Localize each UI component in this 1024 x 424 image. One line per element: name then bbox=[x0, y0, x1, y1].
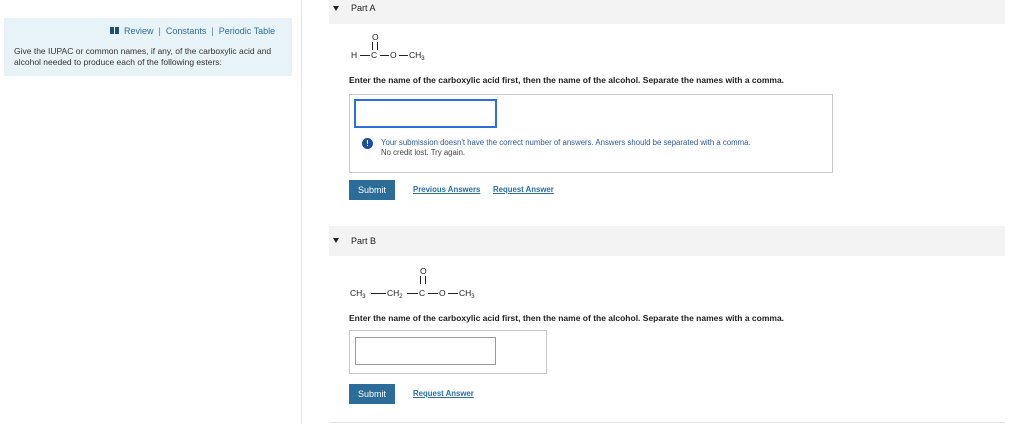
error-icon: ! bbox=[362, 138, 373, 149]
formula-bond bbox=[360, 55, 370, 56]
part-b-header[interactable] bbox=[329, 226, 1005, 256]
submission-feedback bbox=[381, 138, 826, 158]
part-b-answer-area bbox=[349, 330, 547, 374]
part-a-request-answer-link[interactable]: Request Answer bbox=[493, 185, 554, 194]
link-separator: | bbox=[158, 26, 161, 36]
formula-ester-oxygen: O bbox=[390, 50, 397, 60]
formula-methyl: $CH_3$ bbox=[459, 288, 475, 300]
formula-methylene: $CH_2$ bbox=[387, 288, 403, 300]
part-a-header[interactable] bbox=[329, 0, 1005, 24]
formula-methyl: $CH_3$ bbox=[409, 50, 425, 62]
constants-link[interactable]: Constants bbox=[165, 26, 207, 36]
part-b-submit-button[interactable]: Submit bbox=[349, 384, 395, 404]
formula-bond bbox=[371, 293, 386, 294]
double-bond bbox=[372, 42, 378, 50]
formula-hydrogen: H bbox=[351, 50, 358, 60]
part-a-answer-input[interactable] bbox=[354, 99, 497, 128]
part-b-answer-input[interactable] bbox=[355, 337, 496, 365]
link-separator: | bbox=[211, 26, 214, 36]
formula-bond bbox=[428, 293, 438, 294]
part-a-answer-area bbox=[349, 94, 833, 173]
part-a-submit-button[interactable]: Submit bbox=[349, 180, 395, 200]
review-link[interactable]: Review bbox=[124, 26, 154, 36]
feedback-message: Your submission doesn't have the correct number of answers. Answers should be separated with a comma. bbox=[381, 138, 751, 147]
formula-carbonyl-oxygen: O bbox=[420, 266, 427, 276]
feedback-note: No credit lost. Try again. bbox=[381, 148, 466, 157]
section-divider bbox=[329, 422, 1005, 423]
periodic-table-link[interactable]: Periodic Table bbox=[218, 26, 276, 36]
book-icon bbox=[110, 27, 120, 34]
part-b-prompt: Enter the name of the carboxylic acid first, then the name of the alcohol. Separate the names with a comma. bbox=[349, 313, 785, 323]
problem-instructions: Give the IUPAC or common names, if any, of the carboxylic acid and alcohol needed to produce each of the following esters: bbox=[14, 46, 272, 67]
double-bond bbox=[420, 276, 426, 284]
formula-bond bbox=[448, 293, 458, 294]
formula-bond bbox=[380, 55, 389, 56]
resource-links bbox=[110, 26, 275, 36]
part-a-title: Part A bbox=[351, 3, 376, 13]
formula-carbon: C bbox=[419, 288, 426, 298]
part-b-title: Part B bbox=[351, 236, 377, 246]
previous-answers-link[interactable]: Previous Answers bbox=[413, 185, 481, 194]
panel-divider bbox=[301, 0, 302, 424]
formula-carbonyl-oxygen: O bbox=[372, 32, 379, 42]
part-b-structural-formula bbox=[350, 266, 500, 302]
part-a-structural-formula bbox=[351, 32, 441, 62]
formula-ester-oxygen: O bbox=[439, 288, 446, 298]
formula-carbon: C bbox=[371, 50, 378, 60]
problem-info-panel bbox=[4, 18, 292, 76]
formula-methyl: $CH_3$ bbox=[350, 288, 366, 300]
part-b-request-answer-link[interactable]: Request Answer bbox=[413, 389, 474, 398]
formula-bond bbox=[407, 293, 418, 294]
collapse-caret-icon[interactable] bbox=[333, 6, 339, 11]
part-a-prompt: Enter the name of the carboxylic acid first, then the name of the alcohol. Separate the names with a comma. bbox=[349, 75, 785, 85]
collapse-caret-icon[interactable] bbox=[333, 238, 339, 243]
formula-bond bbox=[399, 55, 408, 56]
